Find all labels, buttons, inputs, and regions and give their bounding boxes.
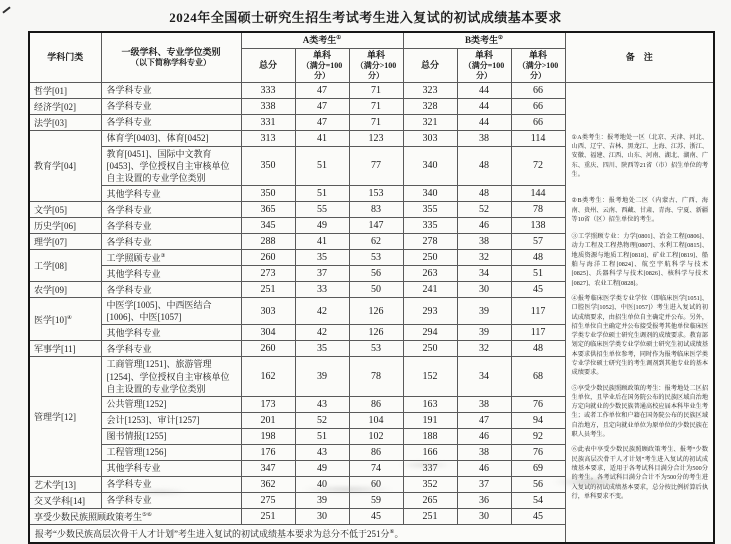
subject-category-cell: 经济学[02] (29, 98, 101, 114)
score-cell: 71 (349, 98, 403, 114)
discipline-cell: 其他学科专业 (101, 325, 241, 341)
discipline-cell: 各学科专业 (101, 202, 241, 218)
score-cell: 38 (457, 444, 511, 460)
score-cell: 48 (457, 146, 511, 185)
footnote-marker: ① (336, 34, 342, 41)
score-cell: 45 (511, 282, 565, 298)
score-cell: 66 (511, 98, 565, 114)
discipline-cell: 各学科专业 (101, 234, 241, 250)
discipline-cell: 工学照顾专业③ (101, 250, 241, 266)
remark-note: ⑤享受少数民族照顾政策的考生：报考地处二区招生单位，且毕业后在国务院公布的民族区域自治地方定向就业的少数民族普通高校应届本科毕业生考生；或者工作单位和户籍在国务院公布的民族区域自治地方，且定向就业单位为原单位的少数民族在职人员考生。 (571, 384, 709, 439)
score-cell: 331 (241, 114, 295, 130)
score-cell: 44 (457, 82, 511, 98)
score-cell: 83 (349, 202, 403, 218)
score-cell: 60 (349, 476, 403, 492)
footnote-marker: ③ (160, 252, 166, 259)
score-cell: 51 (295, 428, 349, 444)
score-cell: 163 (403, 396, 457, 412)
subject-category-cell: 军事学[11] (29, 341, 101, 357)
score-cell: 38 (457, 234, 511, 250)
score-cell: 45 (511, 508, 565, 524)
discipline-cell: 图书情报[1255] (101, 428, 241, 444)
score-cell: 37 (457, 476, 511, 492)
discipline-cell: 各学科专业 (101, 341, 241, 357)
col-header-a-total: 总分 (241, 48, 295, 82)
scan-smudge (552, 477, 627, 487)
score-cell: 40 (295, 476, 349, 492)
score-cell: 328 (403, 98, 457, 114)
discipline-cell: 工商管理[1251]、旅游管理[1254]、学位授权自主审核单位自主设置的专业学位类别 (101, 357, 241, 396)
score-cell: 68 (511, 357, 565, 396)
score-cell: 260 (241, 250, 295, 266)
score-cell: 46 (457, 428, 511, 444)
score-cell: 76 (511, 396, 565, 412)
col-header-a-single-gt100: 单科 （满分>100分） (349, 48, 403, 82)
discipline-cell: 体育学[0403]、体育[0452] (101, 130, 241, 146)
score-cell: 39 (457, 325, 511, 341)
subject-category-cell: 艺术学[13] (29, 476, 101, 492)
score-cell: 321 (403, 114, 457, 130)
discipline-cell: 各学科专业 (101, 282, 241, 298)
footnote-marker: ⑤⑥ (142, 511, 153, 518)
score-cell: 38 (457, 130, 511, 146)
score-cell: 293 (403, 298, 457, 325)
remark-note: ③工学照顾专业：力学[0801]、冶金工程[0806]、动力工程及工程热物理[0807]、水利工程[0815]、地质资源与地质工程[0818]、矿业工程[0819]、船舶与海洋工程[0824]、航空宇航科学与技术[0825]、兵器科学与技术[0826]、核科学与技术[0827]、农业工程[0828]。 (571, 233, 709, 287)
score-cell: 66 (511, 114, 565, 130)
col-header-discipline-line1: 一级学科、专业学位类别 (121, 46, 221, 57)
score-cell: 92 (511, 428, 565, 444)
col-header-b-single-eq100: 单科 （满分=100分） (457, 48, 511, 82)
score-cell: 352 (403, 476, 457, 492)
remark-note: ②B类考生：报考地处二区（内蒙古、广西、海南、贵州、云南、西藏、甘肃、青海、宁夏、新疆等10省（区）招生单位的考生。 (571, 197, 709, 223)
scan-smudge (300, 486, 395, 493)
score-cell: 251 (403, 508, 457, 524)
table-header (29, 32, 714, 82)
score-cell: 102 (349, 428, 403, 444)
score-cell: 104 (349, 412, 403, 428)
score-cell: 53 (349, 250, 403, 266)
score-cell: 77 (349, 146, 403, 185)
discipline-cell: 其他学科专业 (101, 186, 241, 202)
discipline-cell: 各学科专业 (101, 82, 241, 98)
col-header-subject-category: 学科门类 (29, 32, 101, 82)
score-cell: 138 (511, 218, 565, 234)
score-cell: 49 (295, 460, 349, 476)
score-cell: 144 (511, 186, 565, 202)
score-cell: 78 (349, 357, 403, 396)
score-cell: 52 (457, 202, 511, 218)
score-cell: 275 (241, 492, 295, 508)
discipline-cell: 其他学科专业 (101, 460, 241, 476)
score-cell: 166 (403, 444, 457, 460)
score-cell: 53 (349, 341, 403, 357)
score-cell: 278 (403, 234, 457, 250)
score-cell: 34 (457, 266, 511, 282)
score-cell: 66 (511, 82, 565, 98)
score-cell: 43 (295, 444, 349, 460)
discipline-cell: 会计[1253]、审计[1257] (101, 412, 241, 428)
remark-note: ⑥此表中享受少数民族照顾政策考生、报考“少数民族高层次骨干人才计划”考生进入复试的初试成绩基本要求，适用于各考试科目满分合计为500分的考生。各考试科目满分合计不为500分的考生进入复试的初试成绩基本要求，总分按比例折算后执行，单科要求不变。 (571, 446, 709, 500)
score-cell: 323 (403, 82, 457, 98)
col-header-b-single-gt100: 单科 （满分>100分） (511, 48, 565, 82)
score-cell: 340 (403, 146, 457, 185)
discipline-cell: 各学科专业 (101, 476, 241, 492)
subject-category-cell: 农学[09] (29, 282, 101, 298)
remark-note: ①A类考生：报考地处一区（北京、天津、河北、山西、辽宁、吉林、黑龙江、上海、江苏、浙江、安徽、福建、江西、山东、河南、湖北、湖南、广东、重庆、四川、陕西等21省（市）招生单位的考生。 (571, 133, 709, 178)
score-cell: 55 (295, 202, 349, 218)
score-cell: 41 (295, 234, 349, 250)
score-cell: 313 (241, 130, 295, 146)
score-cell: 201 (241, 412, 295, 428)
score-cell: 365 (241, 202, 295, 218)
score-cell: 37 (295, 266, 349, 282)
discipline-cell: 中医学[1005]、中西医结合[1006]、中医[1057] (101, 298, 241, 325)
score-cell: 86 (349, 444, 403, 460)
score-cell: 52 (295, 412, 349, 428)
score-cell: 47 (295, 114, 349, 130)
discipline-cell: 各学科专业 (101, 98, 241, 114)
score-cell: 56 (511, 476, 565, 492)
score-cell: 51 (295, 186, 349, 202)
score-cell: 345 (241, 218, 295, 234)
score-cell: 69 (511, 460, 565, 476)
score-cell: 355 (403, 202, 457, 218)
col-header-discipline-line2: （以下简称学科专业） (131, 58, 211, 67)
score-cell: 263 (403, 266, 457, 282)
footnote-marker: ② (498, 34, 504, 41)
score-cell: 48 (457, 186, 511, 202)
score-cell: 86 (349, 396, 403, 412)
score-cell: 241 (403, 282, 457, 298)
discipline-cell: 工程管理[1256] (101, 444, 241, 460)
table-body (29, 82, 714, 543)
score-cell: 94 (511, 412, 565, 428)
score-cell: 30 (457, 282, 511, 298)
score-cell: 71 (349, 114, 403, 130)
score-cell: 47 (295, 98, 349, 114)
score-cell: 337 (403, 460, 457, 476)
score-cell: 350 (241, 146, 295, 185)
score-cell: 188 (403, 428, 457, 444)
score-cell: 49 (295, 218, 349, 234)
score-cell: 47 (295, 82, 349, 98)
score-cell: 44 (457, 98, 511, 114)
score-cell: 32 (457, 250, 511, 266)
col-header-a-single-eq100: 单科 （满分=100分） (295, 48, 349, 82)
score-cell: 117 (511, 325, 565, 341)
score-cell: 36 (457, 492, 511, 508)
score-cell: 78 (511, 202, 565, 218)
subject-category-cell: 享受少数民族照顾政策考生⑤⑥ (29, 508, 241, 524)
score-cell: 46 (457, 218, 511, 234)
score-cell: 34 (457, 357, 511, 396)
subject-category-cell: 历史学[06] (29, 218, 101, 234)
score-cell: 162 (241, 357, 295, 396)
score-cell: 340 (403, 186, 457, 202)
score-table (28, 31, 715, 544)
score-cell: 251 (241, 282, 295, 298)
score-cell: 304 (241, 325, 295, 341)
score-cell: 251 (241, 508, 295, 524)
score-cell: 38 (457, 396, 511, 412)
col-header-b-total: 总分 (403, 48, 457, 82)
discipline-cell: 教育[0451]、国际中文教育[0453]、学位授权自主审核单位自主设置的专业学位类别 (101, 146, 241, 185)
score-cell: 32 (457, 341, 511, 357)
score-cell: 72 (511, 146, 565, 185)
score-cell: 250 (403, 341, 457, 357)
score-cell: 294 (403, 325, 457, 341)
subject-category-cell: 工学[08] (29, 250, 101, 282)
score-cell: 303 (403, 130, 457, 146)
discipline-cell: 公共管理[1252] (101, 396, 241, 412)
score-cell: 43 (295, 396, 349, 412)
score-cell: 123 (349, 130, 403, 146)
score-cell: 303 (241, 298, 295, 325)
score-cell: 44 (457, 114, 511, 130)
score-cell: 114 (511, 130, 565, 146)
score-cell: 173 (241, 396, 295, 412)
subject-category-cell: 哲学[01] (29, 82, 101, 98)
score-cell: 56 (349, 266, 403, 282)
scan-smudge (130, 489, 190, 495)
score-cell: 147 (349, 218, 403, 234)
table-row (29, 82, 714, 98)
subject-category-cell: 法学[03] (29, 114, 101, 130)
score-cell: 126 (349, 325, 403, 341)
col-header-remarks: 备 注 (565, 32, 714, 82)
score-cell: 39 (295, 357, 349, 396)
discipline-cell: 各学科专业 (101, 114, 241, 130)
score-cell: 42 (295, 298, 349, 325)
score-cell: 362 (241, 476, 295, 492)
score-cell: 35 (295, 250, 349, 266)
score-cell: 50 (349, 282, 403, 298)
remark-note: ④报考临床医学类专业学位（即临床医学[1051]、口腔医学[1052]、中医[1057]）考生进入复试的初试成绩要求，由招生单位自主确定并公布。另外，招生单位自主确定并公布接受报考其他单位临床医学类专业学位硕士研究生调剂的成绩要求。教育部划定的临床医学类专业学位硕士研究生初试成绩基本要求供招生单位参考，同时作为报考临床医学类专业学位硕士研究生的考生调剂到其他专业的基本成绩要求。 (571, 294, 709, 377)
remarks-cell (565, 82, 714, 543)
score-cell: 46 (457, 460, 511, 476)
score-cell: 47 (457, 412, 511, 428)
score-cell: 59 (349, 492, 403, 508)
score-cell: 74 (349, 460, 403, 476)
score-cell: 51 (295, 146, 349, 185)
score-cell: 39 (457, 298, 511, 325)
score-cell: 335 (403, 218, 457, 234)
score-cell: 265 (403, 492, 457, 508)
col-header-group-a: A类考生① (241, 32, 403, 48)
score-cell: 35 (295, 341, 349, 357)
subject-category-cell: 交叉学科[14] (29, 492, 101, 508)
footnote-text: 报考“少数民族高层次骨干人才计划”考生进入复试的初试成绩基本要求为总分不低于251分⑥。 (29, 524, 565, 543)
score-cell: 260 (241, 341, 295, 357)
score-cell: 45 (349, 508, 403, 524)
score-cell: 62 (349, 234, 403, 250)
score-cell: 48 (511, 341, 565, 357)
score-cell: 191 (403, 412, 457, 428)
page-title: 2024年全国硕士研究生招生考试考生进入复试的初试成绩基本要求 (169, 10, 562, 25)
score-cell: 57 (511, 234, 565, 250)
subject-category-cell: 文学[05] (29, 202, 101, 218)
discipline-cell: 各学科专业 (101, 492, 241, 508)
subject-category-cell: 理学[07] (29, 234, 101, 250)
score-cell: 48 (511, 250, 565, 266)
score-cell: 176 (241, 444, 295, 460)
score-cell: 152 (403, 357, 457, 396)
score-cell: 350 (241, 186, 295, 202)
discipline-cell: 各学科专业 (101, 218, 241, 234)
score-cell: 153 (349, 186, 403, 202)
score-cell: 33 (295, 282, 349, 298)
score-cell: 338 (241, 98, 295, 114)
discipline-cell: 其他学科专业 (101, 266, 241, 282)
score-cell: 30 (295, 508, 349, 524)
score-cell: 42 (295, 325, 349, 341)
score-cell: 333 (241, 82, 295, 98)
score-cell: 288 (241, 234, 295, 250)
subject-category-cell: 管理学[12] (29, 357, 101, 476)
score-cell: 76 (511, 444, 565, 460)
col-header-discipline (101, 32, 241, 82)
score-cell: 273 (241, 266, 295, 282)
score-cell: 347 (241, 460, 295, 476)
score-cell: 41 (295, 130, 349, 146)
score-cell: 198 (241, 428, 295, 444)
score-cell: 30 (457, 508, 511, 524)
score-cell: 51 (511, 266, 565, 282)
subject-category-cell: 医学[10]④ (29, 298, 101, 341)
score-cell: 39 (295, 492, 349, 508)
footnote-marker: ④ (67, 314, 73, 321)
score-cell: 126 (349, 298, 403, 325)
scan-smudge (398, 462, 453, 468)
score-cell: 54 (511, 492, 565, 508)
subject-category-cell: 教育学[04] (29, 130, 101, 201)
footnote-marker: ⑥ (389, 529, 395, 536)
score-cell: 250 (403, 250, 457, 266)
score-cell: 71 (349, 82, 403, 98)
col-header-group-b: B类考生② (403, 32, 565, 48)
score-cell: 117 (511, 298, 565, 325)
